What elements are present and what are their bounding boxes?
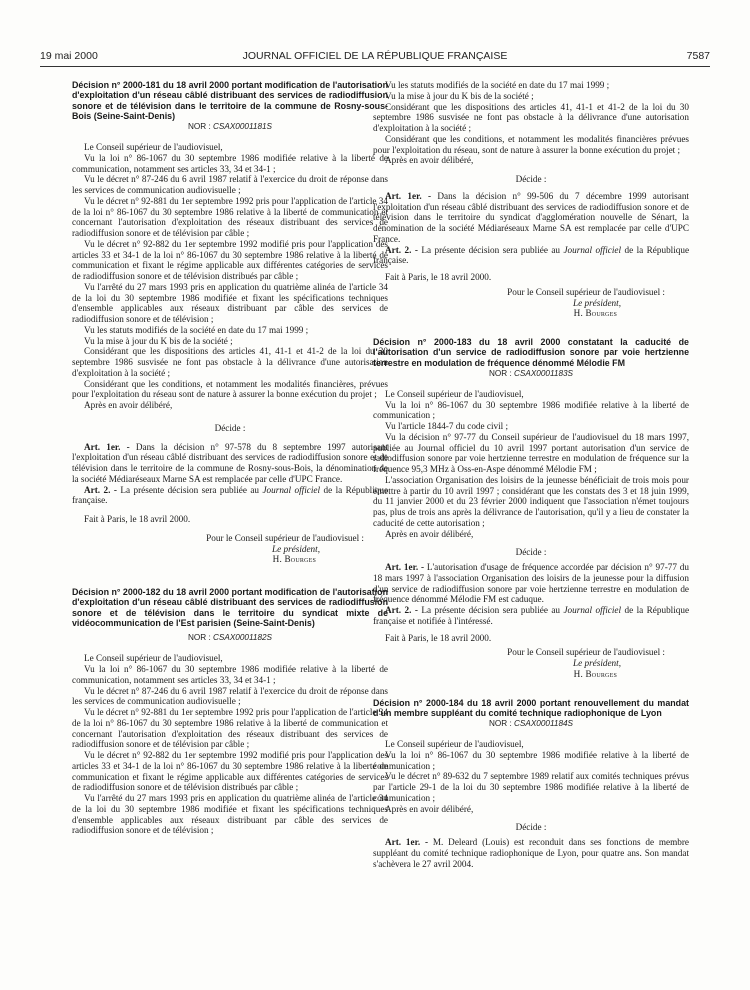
decision-title: Décision n° 2000-182 du 18 avril 2000 portant modification de l'autorisation d'exploitation d'un réseau câblé distribuant des services de radiodiffusion sonore et de télévision dans le territoire du syndicat mixte de vidéocommunication de l'Est parisien (Seine-Saint-Denis) xyxy=(72,587,388,629)
paragraph: Vu le décret n° 89-632 du 7 septembre 1989 relatif aux comités techniques prévus par l'article 29-1 de la loi du 30 septembre 1986 modifiée relative à la liberté de communication ; xyxy=(373,771,689,803)
decision-2000-182-continued xyxy=(373,80,689,319)
paragraph: Considérant que les dispositions des articles 41, 41-1 et 41-2 de la loi du 30 septembre 1986 susvisée ne font pas obstacle à la délivrance d'une autorisation d'exploitation à la société ; xyxy=(72,346,388,378)
page-header xyxy=(40,50,710,66)
header-rule xyxy=(40,66,710,67)
date-line: Fait à Paris, le 18 avril 2000. xyxy=(385,272,492,282)
paragraph: Vu la loi n° 86-1067 du 30 septembre 1986 modifiée relative à la liberté de communication, notamment ses articles 33, 34 et 34-1 ; xyxy=(72,152,388,174)
decision-2000-183 xyxy=(373,337,689,680)
date-line: Fait à Paris, le 18 avril 2000. xyxy=(385,632,492,643)
paragraph: Après en avoir délibéré, xyxy=(385,803,474,814)
decision-2000-181 xyxy=(72,80,388,565)
article-1: Art. 1er. - Dans la décision n° 99-506 du 7 décembre 1999 autorisant l'exploitation d'un réseau câblé distribuant des services de radiodiffusion sonore et de télévision dans le territoire du syndicat d'agglomération nouvelle de Sénart, la dénomination de la société Médiaréseaux Marne SA est remplacée par celle d'UPC France. xyxy=(373,190,689,244)
decide-heading: Décide : xyxy=(515,822,547,833)
article-1: Art. 1er. - Dans la décision n° 97-578 du 8 septembre 1997 autorisant l'exploitation d'un réseau câblé distribuant des services de radiodiffusion sonore et de télévision dans le territoire de la commune de Rosny-sous-Bois, la dénomination de la société Médiaréseaux Marne SA est remplacée par celle d'UPC France. xyxy=(72,441,388,484)
nor-reference: NOR : CSAX0001182S xyxy=(187,633,273,643)
paragraph: Vu la loi n° 86-1067 du 30 septembre 1986 modifiée relative à la liberté de communication ; xyxy=(373,399,689,421)
paragraph: Après en avoir délibéré, xyxy=(385,528,474,539)
paragraph: Le Conseil supérieur de l'audiovisuel, xyxy=(84,142,223,153)
right-column xyxy=(373,80,689,970)
paragraph: Après en avoir délibéré, xyxy=(84,400,173,411)
signature-block: Pour le Conseil supérieur de l'audiovisuel : Le président, H. Bourges xyxy=(507,286,665,319)
decision-title: Décision n° 2000-184 du 18 avril 2000 portant renouvellement du mandat d'un membre suppléant du comité technique radiophonique de Lyon xyxy=(373,697,689,718)
date-line: Fait à Paris, le 18 avril 2000. xyxy=(84,514,191,525)
paragraph: Vu le décret n° 92-882 du 1er septembre 1992 modifié pris pour l'application des articles 33 et 34-1 de la loi n° 86-1067 du 30 septembre 1986 relative à la liberté de communication et fixant le régime applicable aux différentes catégories de services de radiodiffusion sonore et de télévision distribués par câble ; xyxy=(72,238,388,282)
nor-reference: NOR : CSAX0001184S xyxy=(488,719,574,729)
signature-block: Pour le Conseil supérieur de l'audiovisuel : Le président, H. Bourges xyxy=(206,532,364,565)
decision-title: Décision n° 2000-183 du 18 avril 2000 constatant la caducité de l'autorisation d'un service de radiodiffusion sonore par voie hertzienne terrestre en modulation de fréquence dénommé Mélodie FM xyxy=(373,337,689,368)
paragraph: Vu la mise à jour du K bis de la société ; xyxy=(385,90,534,101)
paragraph: Après en avoir délibéré, xyxy=(385,155,474,166)
paragraph: Vu l'arrêté du 27 mars 1993 pris en application du quatrième alinéa de l'article 34 de la loi du 30 septembre 1986 modifiée et fixant les spécifications techniques d'ensemble applicables aux réseaux distribuant par câble des services de radiodiffusion sonore et de télévision ; xyxy=(72,281,388,325)
paragraph: Vu la décision n° 97-77 du Conseil supérieur de l'audiovisuel du 18 mars 1997, publiée au Journal officiel du 10 avril 1997 portant autorisation d'un service de radiodiffusion sonore par voie hertzienne terrestre en modulation de fréquence sur la fréquence 95,3 MHz à Oss-en-Aspe dénommé Mélodie FM ; xyxy=(373,431,689,475)
article-2: Art. 2. - La présente décision sera publiée au Journal officiel de la République française. xyxy=(373,244,689,266)
paragraph: Considérant que les conditions, et notamment les modalités financières, prévues pour l'exploitation du réseau sont de nature à assurer la bonne exécution du projet ; xyxy=(72,378,388,400)
decision-2000-182 xyxy=(72,587,388,836)
signature-block: Pour le Conseil supérieur de l'audiovisuel : Le président, H. Bourges xyxy=(507,647,665,679)
paragraph: Vu le décret n° 87-246 du 6 avril 1987 relatif à l'exercice du droit de réponse dans les services de communication audiovisuelle ; xyxy=(72,685,388,707)
nor-reference: NOR : CSAX0001181S xyxy=(187,122,273,132)
decision-title: Décision n° 2000-181 du 18 avril 2000 portant modification de l'autorisation d'exploitation d'un réseau câblé distribuant des services de radiodiffusion sonore et de télévision dans le territoire de la commune de Rosny-sous-Bois (Seine-Saint-Denis) xyxy=(72,80,388,121)
decide-heading: Décide : xyxy=(214,422,246,433)
article-2: Art. 2. - La présente décision sera publiée au Journal officiel de la République française et notifiée à l'intéressé. xyxy=(373,605,689,626)
header-date: 19 mai 2000 xyxy=(40,50,98,62)
paragraph: Considérant que les dispositions des articles 41, 41-1 et 41-2 de la loi du 30 septembre 1986 susvisée ne font pas obstacle à la délivrance d'une autorisation d'exploitation à la société ; xyxy=(373,101,689,133)
paragraph: Vu le décret n° 87-246 du 6 avril 1987 relatif à l'exercice du droit de réponse dans les services de communication audiovisuelle ; xyxy=(72,174,388,196)
decide-heading: Décide : xyxy=(515,174,547,184)
paragraph: Vu les statuts modifiés de la société en date du 17 mai 1999 ; xyxy=(385,80,610,90)
paragraph: Vu le décret n° 92-881 du 1er septembre 1992 pris pour l'application de l'article 34 de la loi n° 86-1067 du 30 septembre 1986 relative à la liberté de communication et concernant l'autorisation d'exploitation des réseaux distribuant des services de radiodiffusion sonore et de télévision par câble ; xyxy=(72,707,388,750)
paragraph: Le Conseil supérieur de l'audiovisuel, xyxy=(385,739,524,750)
decision-2000-184 xyxy=(373,698,689,870)
page-number: 7587 xyxy=(686,50,710,62)
nor-reference: NOR : CSAX0001183S xyxy=(488,368,574,378)
paragraph: Vu la loi n° 86-1067 du 30 septembre 1986 modifiée relative à la liberté de communication, notamment ses articles 33, 34 et 34-1 ; xyxy=(72,664,388,685)
paragraph: Considérant que les conditions, et notamment les modalités financières prévues pour l'exploitation du réseau, sont de nature à assurer la bonne exécution du projet ; xyxy=(373,133,689,155)
paragraph: Vu l'arrêté du 27 mars 1993 pris en application du quatrième alinéa de l'article 34 de la loi du 30 septembre 1986 modifiée et fixant les spécifications techniques d'ensemble applicables aux réseaux distribuant par câble des services de radiodiffusion sonore et de télévision ; xyxy=(72,793,388,836)
article-1: Art. 1er. - L'autorisation d'usage de fréquence accordée par décision n° 97-77 du 18 mars 1997 à l'association Organisation des loisirs de la jeunesse pour la diffusion d'un service de radiodiffusion sonore par voie hertzienne terrestre en modulation de fréquence dénommé Mélodie FM est caduque. xyxy=(373,562,689,605)
paragraph: Le Conseil supérieur de l'audiovisuel, xyxy=(385,388,524,399)
article-2: Art. 2. - La présente décision sera publiée au Journal officiel de la République française. xyxy=(72,484,388,506)
article-1: Art. 1er. - M. Deleard (Louis) est reconduit dans ses fonctions de membre suppléant du comité technique radiophonique de Lyon, pour quatre ans. Son mandat s'achèvera le 27 avril 2004. xyxy=(373,837,689,869)
paragraph: Le Conseil supérieur de l'audiovisuel, xyxy=(84,653,223,664)
paragraph: L'association Organisation des loisirs de la jeunesse bénéficiait de trois mois pour émettre à partir du 10 avril 1997 ; considérant que les constats des 3 et 18 juin 1999, du 11 janvier 2000 et du 23 février 2000 indiquent que l'association n'émet toujours pas, plus de trois ans après la délivrance de l'autorisation, qu'il y a lieu de constater la caducité de cette autorisation ; xyxy=(373,474,689,528)
paragraph: Vu le décret n° 92-881 du 1er septembre 1992 pris pour l'application de l'article 34 de la loi n° 86-1067 du 30 septembre 1986 relative à la liberté de communication et concernant l'autorisation d'exploitation des réseaux distribuant des services de radiodiffusion sonore et de télévision par câble ; xyxy=(72,195,388,239)
journal-title: JOURNAL OFFICIEL DE LA RÉPUBLIQUE FRANÇAISE xyxy=(242,50,508,62)
paragraph: Vu l'article 1844-7 du code civil ; xyxy=(385,421,509,432)
paragraph: Vu la mise à jour du K bis de la société ; xyxy=(84,335,233,346)
left-column xyxy=(72,80,388,970)
paragraph: Vu la loi n° 86-1067 du 30 septembre 1986 modifiée relative à la liberté de communication ; xyxy=(373,749,689,771)
decide-heading: Décide : xyxy=(515,547,547,558)
paragraph: Vu les statuts modifiés de la société en date du 17 mai 1999 ; xyxy=(84,324,309,335)
paragraph: Vu le décret n° 92-882 du 1er septembre 1992 modifié pris pour l'application des articles 33 et 34-1 de la loi n° 86-1067 du 30 septembre 1986 relative à la liberté de communication et fixant le régime applicable aux différentes catégories de services de radiodiffusion sonore et de télévision distribués par câble ; xyxy=(72,750,388,793)
